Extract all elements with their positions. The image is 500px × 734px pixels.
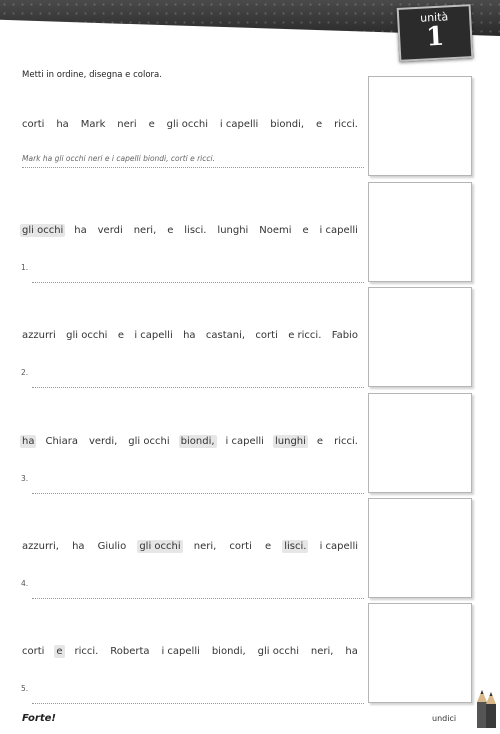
word-tile[interactable]: i capelli <box>219 119 259 130</box>
word-tile[interactable]: ricci. <box>334 436 358 447</box>
word-tile[interactable]: Chiara <box>45 436 78 447</box>
exercise-number: 3. <box>21 474 29 483</box>
word-tile[interactable]: verdi, <box>88 436 118 447</box>
word-tile[interactable]: biondi, <box>270 119 305 130</box>
word-tile[interactable]: lunghi <box>217 225 249 236</box>
drawing-box-2[interactable] <box>368 287 472 387</box>
answer-line[interactable] <box>32 588 364 599</box>
word-tile[interactable]: gli occhi <box>139 541 181 552</box>
word-tile[interactable]: gli occhi <box>128 436 170 447</box>
word-tile[interactable]: neri, <box>193 541 217 552</box>
word-tile[interactable]: e <box>302 225 309 236</box>
word-tile[interactable]: verdi <box>97 225 123 236</box>
unit-label: unità <box>419 10 449 25</box>
exercise-number: 5. <box>21 684 29 693</box>
word-tile[interactable]: ricci. <box>74 646 99 657</box>
exercise-number: 1. <box>21 263 29 272</box>
word-tile[interactable]: i capelli <box>319 541 358 552</box>
word-tile[interactable]: castani, <box>205 330 246 341</box>
instruction-text: Metti in ordine, disegna e colora. <box>22 70 162 80</box>
word-tile[interactable]: corti <box>22 119 45 130</box>
drawing-box-1[interactable] <box>368 182 472 282</box>
answer-line[interactable] <box>32 483 364 494</box>
word-tile[interactable]: gli occhi <box>166 119 208 130</box>
word-tile[interactable]: neri, <box>310 646 334 657</box>
example-answer: Mark ha gli occhi neri e i capelli biondi, corti e ricci. <box>22 154 215 163</box>
exercise-number: 4. <box>21 579 29 588</box>
pencils-icon <box>474 688 498 728</box>
word-list <box>20 435 360 448</box>
word-tile[interactable]: Fabio <box>331 330 358 341</box>
word-tile[interactable]: gli occhi <box>22 225 64 236</box>
answer-line[interactable] <box>32 693 364 704</box>
word-tile[interactable]: gli occhi <box>66 330 108 341</box>
exercise-number: 2. <box>21 368 29 377</box>
brand-logo-text: Forte! <box>22 713 56 724</box>
word-tile[interactable]: ha <box>72 541 85 552</box>
word-tile[interactable]: e <box>117 330 124 341</box>
word-list <box>20 118 360 131</box>
word-tile[interactable]: corti <box>229 541 252 552</box>
word-tile[interactable]: corti <box>255 330 278 341</box>
drawing-box-4[interactable] <box>368 498 472 598</box>
answer-line[interactable] <box>32 377 364 388</box>
word-tile[interactable]: i capelli <box>319 225 358 236</box>
word-tile[interactable]: corti <box>22 646 45 657</box>
word-tile[interactable]: gli occhi <box>257 646 299 657</box>
word-tile[interactable]: Noemi <box>259 225 292 236</box>
word-tile[interactable]: ricci. <box>334 119 358 130</box>
word-list <box>20 540 360 553</box>
word-tile[interactable]: e <box>56 646 63 657</box>
word-tile[interactable]: e <box>167 225 174 236</box>
word-tile[interactable]: i capelli <box>225 436 264 447</box>
word-list <box>20 645 360 658</box>
word-tile[interactable]: neri, <box>133 225 157 236</box>
word-tile[interactable]: lisci. <box>284 541 307 552</box>
word-tile[interactable]: ha <box>183 330 196 341</box>
word-tile[interactable]: lunghi <box>274 436 306 447</box>
word-tile[interactable]: i capelli <box>161 646 200 657</box>
word-tile[interactable]: e <box>148 119 155 130</box>
word-tile[interactable]: e <box>264 541 272 552</box>
word-tile[interactable]: azzurri, <box>22 541 59 552</box>
word-tile[interactable]: Mark <box>80 119 106 130</box>
word-tile[interactable]: lisci. <box>184 225 207 236</box>
word-tile[interactable]: ha <box>56 119 69 130</box>
word-tile[interactable]: e ricci. <box>288 330 322 341</box>
answer-line[interactable] <box>32 272 364 283</box>
word-tile[interactable]: e <box>316 436 324 447</box>
word-tile[interactable]: Giulio <box>97 541 127 552</box>
word-list <box>20 224 360 237</box>
unit-badge <box>397 4 474 62</box>
word-tile[interactable]: Roberta <box>110 646 150 657</box>
word-tile[interactable]: neri <box>117 119 137 130</box>
word-tile[interactable]: azzurri <box>22 330 56 341</box>
word-tile[interactable]: e <box>316 119 323 130</box>
word-list <box>20 329 360 342</box>
page-word: undici <box>432 714 457 723</box>
drawing-box-3[interactable] <box>368 393 472 493</box>
word-tile[interactable]: biondi, <box>180 436 215 447</box>
answer-line <box>22 167 364 168</box>
unit-number: 1 <box>425 21 446 53</box>
drawing-box-example[interactable] <box>368 76 472 176</box>
word-tile[interactable]: biondi, <box>211 646 246 657</box>
word-tile[interactable]: i capelli <box>134 330 173 341</box>
word-tile[interactable]: ha <box>22 436 35 447</box>
drawing-box-5[interactable] <box>368 603 472 703</box>
word-tile[interactable]: ha <box>345 646 358 657</box>
word-tile[interactable]: ha <box>74 225 87 236</box>
